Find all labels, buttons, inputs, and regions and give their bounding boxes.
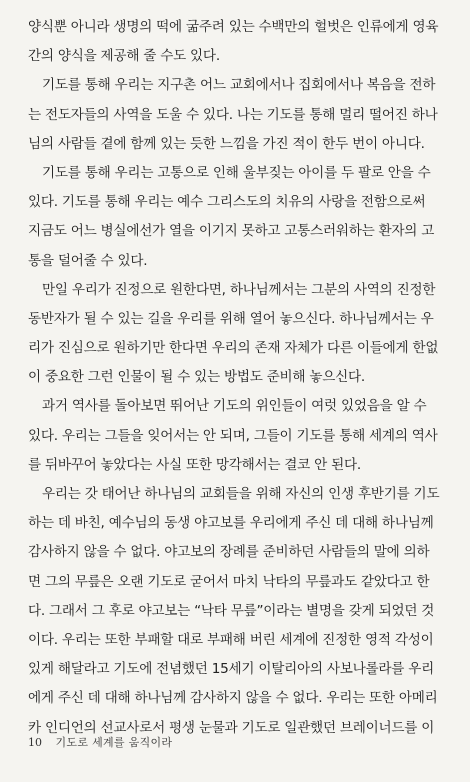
- text-line: 하는 데 바친, 예수님의 동생 야고보를 우리에게 주신 데 대해 하나님께: [28, 515, 434, 532]
- text-line: 에게 주신 데 대해 하나님께 감사하지 않을 수 없다. 우리는 또한 아메리: [28, 690, 438, 707]
- page-number: 10: [28, 736, 42, 749]
- text-line: 만일 우리가 진정으로 원한다면, 하나님께서는 그분의 사역의 진정한: [42, 281, 436, 298]
- text-line: 동반자가 될 수 있는 길을 우리를 위해 열어 놓으신다. 하나님께서는 우: [28, 310, 434, 327]
- text-line: 님의 사람들 곁에 함께 있는 듯한 느낌을 가진 적이 한두 번이 아니다.: [28, 135, 425, 152]
- text-line: 있게 해달라고 기도에 전념했던 15세기 이탈리아의 사보나롤라를 우리: [28, 661, 434, 678]
- text-line: 이다. 우리는 또한 부패할 대로 부패해 버린 세계에 진정한 영적 각성이: [28, 631, 434, 648]
- text-line: 를 뒤바꾸어 놓았다는 사실 또한 망각해서는 결코 안 된다.: [28, 456, 361, 473]
- text-line: 우리는 갓 태어난 하나님의 교회들을 위해 자신의 인생 후반기를 기도: [42, 486, 440, 502]
- text-line: 기도를 통해 우리는 고통으로 인해 울부짖는 아이를 두 팔로 안을 수: [42, 164, 431, 181]
- text-line: 있다. 우리는 그들을 잊어서는 안 되며, 그들이 기도를 통해 세계의 역사: [28, 427, 438, 444]
- text-line: 있다. 기도를 통해 우리는 예수 그리스도의 치유의 사랑을 전함으로써: [28, 194, 426, 211]
- text-line: 양식뿐 아니라 생명의 떡에 굶주려 있는 수백만의 헐벗은 인류에게 영육: [28, 19, 439, 35]
- text-line: 이 중요한 그런 인물이 될 수 있는 방법도 준비해 놓으신다.: [28, 369, 365, 386]
- text-line: 통을 덜어줄 수 있다.: [28, 252, 148, 269]
- text-line: 면 그의 무릎은 오랜 기도로 굳어서 마치 낙타의 무릎과도 같았다고 한: [28, 573, 430, 590]
- text-line: 감사하지 않을 수 없다. 야고보의 장례를 준비하던 사람들의 말에 의하: [28, 544, 430, 561]
- body-text: [28, 18, 456, 748]
- text-line: 지금도 어느 병실에선가 열을 이기지 못하고 고통스러워하는 환자의 고: [28, 223, 435, 240]
- text-line: 는 전도자들의 사역을 도울 수 있다. 나는 기도를 통해 멀리 떨어진 하나: [28, 106, 438, 123]
- page-footer: [28, 734, 172, 750]
- text-line: 간의 양식을 제공해 줄 수도 있다.: [28, 48, 220, 65]
- running-title: 기도로 세계를 움직이라: [55, 736, 173, 749]
- text-line: 과거 역사를 돌아보면 뛰어난 기도의 위인들이 여럿 있었음을 알 수: [42, 398, 427, 415]
- text-line: 리가 진심으로 원하기만 한다면 우리의 존재 자체가 다른 이들에게 한없: [28, 340, 439, 357]
- text-line: 다. 그래서 그 후로 야고보는 “낙타 무릎”이라는 별명을 갖게 되었던 것: [28, 602, 435, 619]
- text-line: 기도를 통해 우리는 지구촌 어느 교회에서나 집회에서나 복음을 전하: [42, 77, 436, 94]
- text-line: 카 인디언의 선교사로서 평생 눈물과 기도로 일관했던 브레이너드를 이: [28, 719, 435, 736]
